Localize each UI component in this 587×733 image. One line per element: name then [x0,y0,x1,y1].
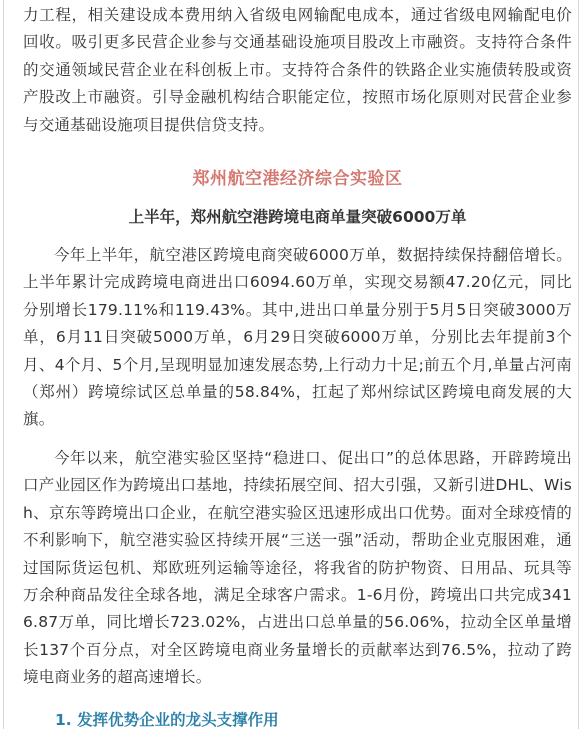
article-sub-heading: 上半年，郑州航空港跨境电商单量突破6000万单 [128,208,467,226]
paragraph-export-strategy: 今年以来，航空港实验区坚持“稳进口、促出口”的总体思路，开辟跨境出口产业园区作为跨境出口基地，持续拓展空间、招大引强，又新引进DHL、Wish、京东等跨境出口企业，在航空港实验区迅速形成出口优势。面对全球疫情的不利影响下，航空港实验区持续开展“三送一强”活动，帮助企业克服困难，通过国际货运包机、郑欧班列运输等途径，将我省的防护物资、日用品、玩具等万余种商品发往全球各地，满足全球客户需求。1-6月份，跨境出口共完成3416.87万单，同比增长723.02%，占进出口总单量的56.06%，拉动全区单量增长137个百分点，对全区跨境电商业务量增长的贡献率达到76.5%，拉动了跨境电商业务的超高速增长。 [23,449,572,687]
intro-paragraph: 力工程，相关建设成本费用纳入省级电网输配电成本，通过省级电网输配电价回收。吸引更多民营企业参与交通基础设施项目股改上市融资。支持符合条件的交通领域民营企业在科创板上市。支持符合条件的铁路企业实施债转股或资产股改上市融资。引导金融机构结合职能定位，按照市场化原则对民营企业参与交通基础设施项目提供信贷支持。 [23,6,572,134]
article-frame [3,0,579,729]
list-heading: 1. 发挥优势企业的龙头支撑作用 [55,711,279,729]
section-heading: 郑州航空港经济综合实验区 [192,169,403,189]
paragraph-half-year-stats: 今年上半年，航空港区跨境电商突破6000万单，数据持续保持翻倍增长。上半年累计完成跨境电商进出口6094.60万单，实现交易额47.20亿元，同比分别增长179.11%和119.43%。其中,进出口单量分别于5月5日突破3000万单，6月11日突破5000万单，6月29日突破6000万单，分别比去年提前3个月、4个月、5个月,呈现明显加速发展态势,上行动力十足;前五个月,单量占河南（郑州）跨境综试区总单量的58.84%，扛起了郑州综试区跨境电商发展的大旗。 [23,246,572,429]
